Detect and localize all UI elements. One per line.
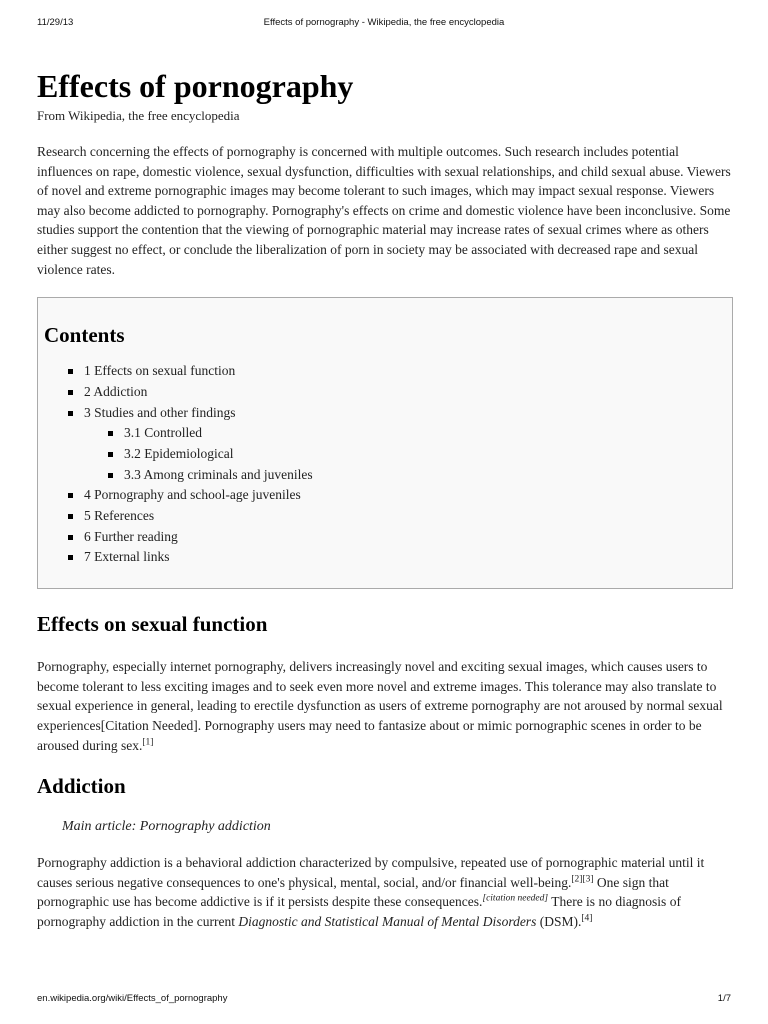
- print-footer: [0, 993, 768, 1009]
- citation-needed-link[interactable]: [citation needed]: [482, 893, 549, 904]
- main-article-hatnote: [37, 817, 733, 837]
- toc-item-references[interactable]: 5 References: [44, 506, 732, 527]
- toc-item-controlled[interactable]: 3.1 Controlled: [44, 423, 732, 444]
- sexual-function-paragraph: [37, 657, 733, 755]
- hatnote-prefix: Main article:: [62, 819, 140, 835]
- addiction-text-a: Pornography addiction is a behavioral addiction characterized by compulsive, repeated use of pornographic material until it causes serious negative consequences to one's physical, mental, social, and/or financial well-being.: [37, 855, 705, 890]
- print-url: en.wikipedia.org/wiki/Effects_of_pornography: [37, 993, 228, 1004]
- hatnote-link[interactable]: Pornography addiction: [139, 819, 271, 835]
- print-date: 11/29/13: [37, 17, 74, 28]
- toc-item-epidemiological[interactable]: 3.2 Epidemiological: [44, 444, 732, 465]
- toc-item-effects-on-sexual-function[interactable]: 1 Effects on sexual function: [44, 361, 732, 382]
- table-of-contents: [37, 297, 733, 589]
- toc-item-addiction[interactable]: 2 Addiction: [44, 382, 732, 403]
- print-page-number: 1/7: [717, 993, 731, 1004]
- sexual-function-text: Pornography, especially internet pornography, delivers increasingly novel and exciting sexual images, which causes users to become tolerant to less exciting images and to seek even more novel and extreme images. This tolerance may also translate to sexual experience in general, leading to erectile dysfunction as users of extreme pornography are not aroused by normal sexual experiences[Citation Needed]. Pornography users may need to fantasize about or mimic pornographic scenes in order to be aroused during sex.: [37, 659, 723, 753]
- section-heading-addiction: Addiction: [37, 774, 126, 799]
- toc-item-school-age-juveniles[interactable]: 4 Pornography and school-age juveniles: [44, 485, 732, 506]
- citation-link-1[interactable]: [1]: [142, 737, 154, 748]
- dsm-title: Diagnostic and Statistical Manual of Mental Disorders: [238, 913, 537, 929]
- print-header: [0, 17, 768, 33]
- toc-list: [44, 361, 732, 568]
- addiction-text-d: (DSM).: [536, 913, 582, 929]
- toc-item-external-links[interactable]: 7 External links: [44, 547, 732, 568]
- toc-heading: Contents: [44, 323, 125, 348]
- toc-item-further-reading[interactable]: 6 Further reading: [44, 527, 732, 548]
- section-heading-sexual-function: Effects on sexual function: [37, 612, 268, 637]
- page-title: Effects of pornography: [37, 68, 354, 104]
- toc-item-criminals-juveniles[interactable]: 3.3 Among criminals and juveniles: [44, 465, 732, 486]
- citation-link-4[interactable]: [4]: [581, 913, 593, 924]
- article-content: [37, 66, 733, 932]
- site-tagline: From Wikipedia, the free encyclopedia: [37, 108, 240, 123]
- addiction-text-c: There is no diagnosis of pornography addiction in the current: [37, 894, 681, 929]
- addiction-paragraph: [37, 853, 733, 931]
- lead-paragraph: Research concerning the effects of pornography is concerned with multiple outcomes. Such research includes potential influences on rape, domestic violence, sexual dysfunction, difficulties with sexual relationships, and child sexual abuse. Viewers of novel and extreme pornographic images may become tolerant to such images, which may impact sexual response. Viewers may also become addicted to pornography. Pornography's effects on crime and domestic violence have been inconclusive. Some studies support the contention that the viewing of pornographic material may increase rates of sexual crimes where as others either suggest no effect, or conclude the liberalization of porn in society may be associated with decreased rape and sexual violence rates.: [37, 144, 731, 277]
- citation-link-2-3[interactable]: [2][3]: [571, 874, 594, 885]
- print-page-title: Effects of pornography - Wikipedia, the free encyclopedia: [263, 17, 505, 28]
- toc-item-studies[interactable]: 3 Studies and other findings: [44, 403, 732, 424]
- addiction-text-b: One sign that pornographic use has become addictive is if it persists despite these consequences.: [37, 874, 669, 910]
